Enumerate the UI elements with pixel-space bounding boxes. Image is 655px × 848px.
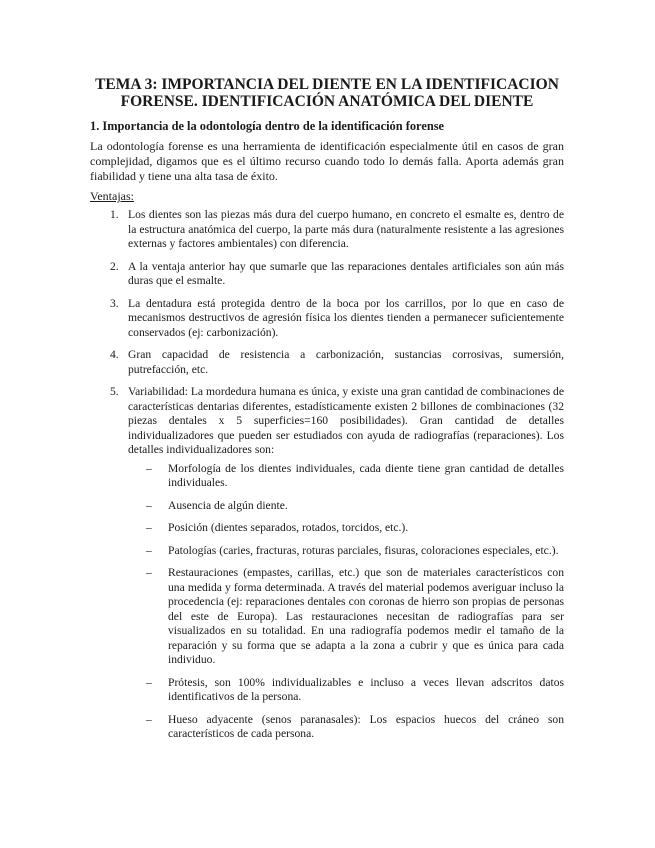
list-item-text: Gran capacidad de resistencia a carbonización, sustancias corrosivas, sumersión, putrefacción, etc. [128,348,564,376]
list-item-text: La dentadura está protegida dentro de la boca por los carrillos, por lo que en caso de mecanismos destructivos de agresión física los dientes tienden a permanecer suficientemente conservados (ej: carbonización). [128,296,564,339]
list-item-text: Variabilidad: La mordedura humana es única, y existe una gran cantidad de combinaciones de características dentarias diferentes, estadísticamente existen 2 billones de combinaciones (32 piezas dentales x 5 superficies=160 posibilidades). Gran cantidad de detalles individualizadores que pueden ser estudiados con ayuda de radiografías (reparaciones). Los detalles individualizadores son: [128,385,564,456]
section-heading: 1. Importancia de la odontología dentro de la identificación forense [90,119,445,133]
document-page [90,76,564,750]
list-number: 5. [110,385,119,398]
list-number: 4. [110,348,119,361]
list-item [90,260,564,289]
detail-text: Hueso adyacente (senos paranasales): Los espacios huecos del cráneo son característicos de cada persona. [168,712,564,740]
list-item [90,208,564,252]
list-item [90,385,564,742]
dash-bullet: – [146,498,152,512]
list-item-text: A la ventaja anterior hay que sumarle que las reparaciones dentales artificiales son aún más duras que el esmalte. [128,259,564,287]
detail-text: Morfología de los dientes individuales, cada diente tiene gran cantidad de detalles individuales. [168,461,564,489]
detail-text: Restauraciones (empastes, carillas, etc.) que son de materiales característicos con una medida y forma determinada. A través del material podemos averiguar incluso la procedencia (ej: reparaciones dentales con coronas de hierro son propias de personas del este de Europa). Las restauraciones necesitan de radiografías para ser visualizados en su totalidad. En una radiografía podemos medir el tamaño de la reparación y su forma que se adapta a la zona a cubrir y que es única para cada individuo. [168,566,564,666]
detail-item [128,499,564,514]
title-line-2: FORENSE. IDENTIFICACIÓN ANATÓMICA DEL DIENTE [120,93,534,110]
list-number: 3. [110,296,119,310]
dash-bullet: – [146,675,152,689]
detail-text: Patologías (caries, fracturas, roturas parciales, fisuras, coloraciones especiales, etc.). [168,543,559,557]
dash-bullet: – [146,543,152,557]
page-title [90,76,564,110]
list-number: 2. [110,259,119,273]
detail-text: Posición (dientes separados, rotados, torcidos, etc.). [168,521,409,534]
dash-bullet: – [146,521,152,534]
ventajas-label: Ventajas: [90,189,134,203]
detail-item [128,462,564,491]
title-line-1: TEMA 3: IMPORTANCIA DEL DIENTE EN LA IDENTIFICACION [95,76,559,93]
detail-item [128,566,564,668]
detail-item [128,544,564,559]
dash-bullet: – [146,566,152,579]
intro-paragraph: La odontología forense es una herramienta de identificación especialmente útil en casos de gran complejidad, digamos que es el último recurso cuando todo lo demás falla. Aporta además gran fiabilidad y tiene una alta tasa de éxito. [90,139,564,183]
detail-item [128,676,564,705]
dash-bullet: – [146,461,152,475]
dash-bullet: – [146,712,152,726]
advantages-list [90,208,564,742]
details-list [128,462,564,742]
list-item [90,297,564,341]
list-item-text: Los dientes son las piezas más dura del cuerpo humano, en concreto el esmalte es, dentro de la estructura anatómica del cuerpo, la parte más dura (naturalmente resistente a las agresiones externas y factores ambientales) con diferencia. [128,208,564,250]
detail-text: Prótesis, son 100% individualizables e incluso a veces llevan adscritos datos identificativos de la persona. [168,675,564,703]
list-number: 1. [110,208,119,221]
list-item [90,348,564,377]
detail-item [128,713,564,742]
detail-item [128,521,564,536]
detail-text: Ausencia de algún diente. [168,498,288,512]
